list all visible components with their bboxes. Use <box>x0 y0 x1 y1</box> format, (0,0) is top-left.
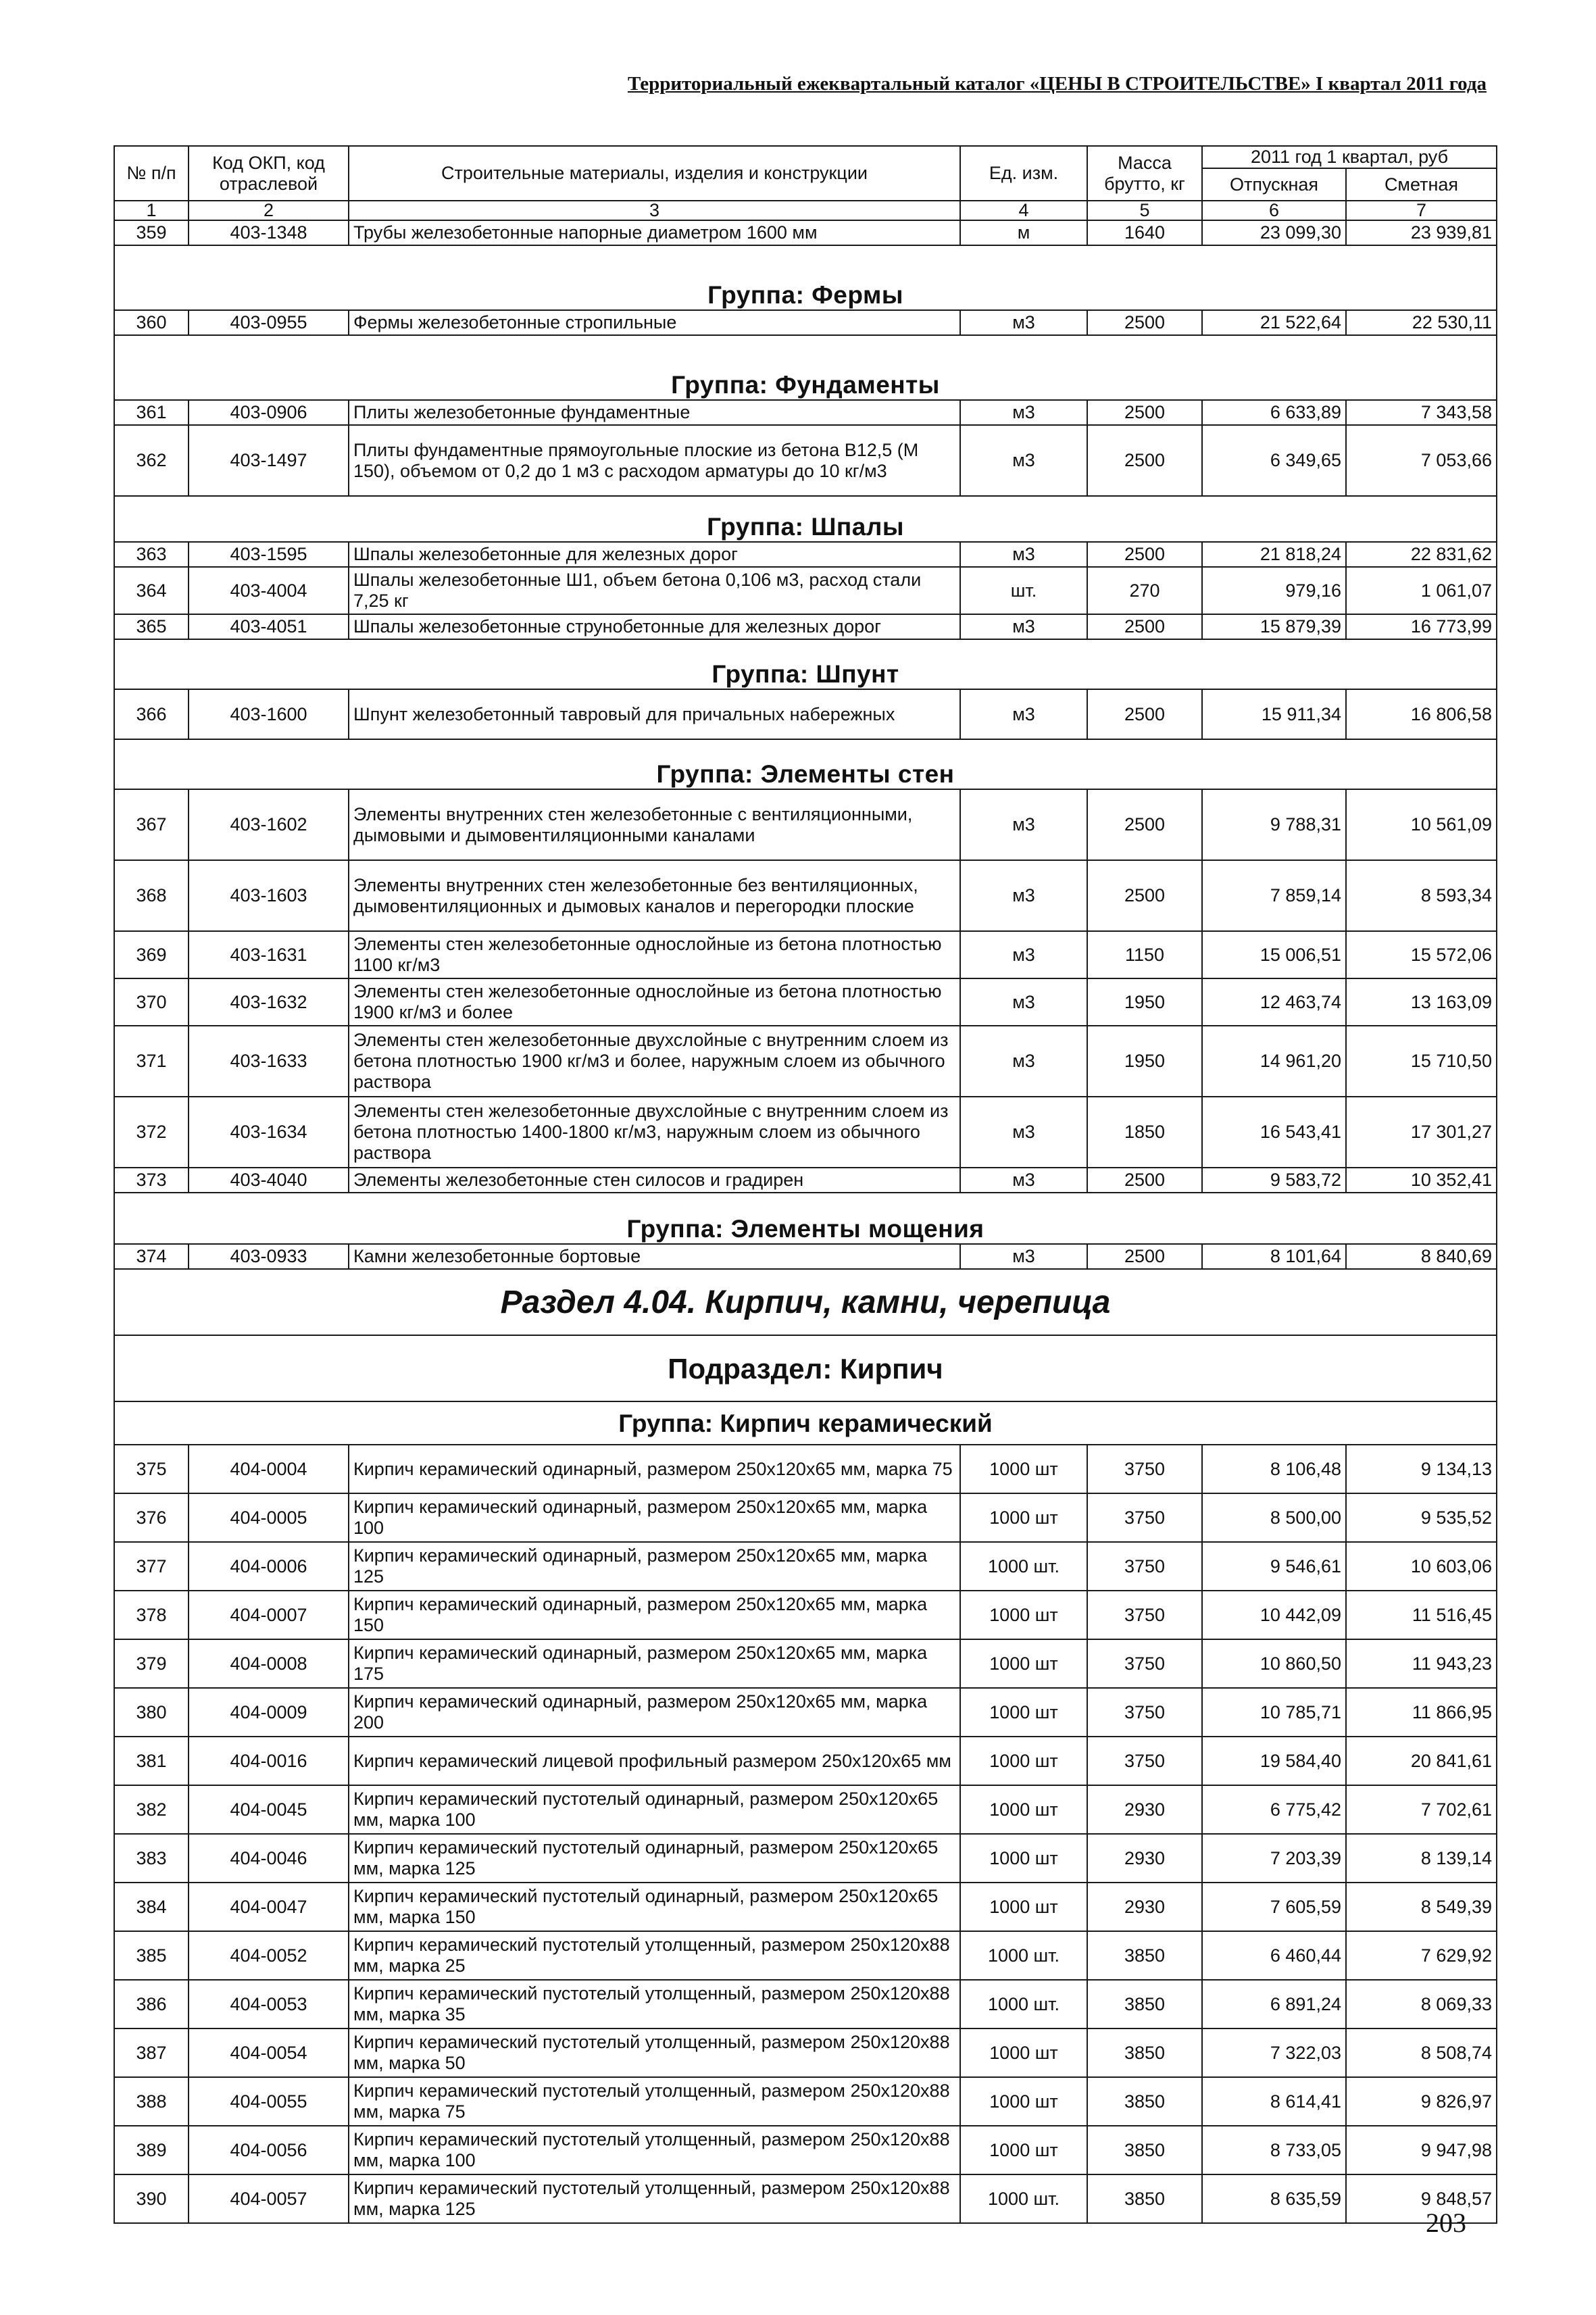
item-price-release: 7 605,59 <box>1202 1883 1346 1931</box>
item-number: 382 <box>114 1785 189 1834</box>
item-number: 367 <box>114 789 189 860</box>
item-code: 403-0955 <box>189 310 349 335</box>
group-heading: Группа: Фундаменты <box>114 335 1497 400</box>
table-row <box>114 2174 1497 2223</box>
item-mass: 1950 <box>1087 1026 1202 1097</box>
page-header: Территориальный ежеквартальный каталог «ЦЕНЫ В СТРОИТЕЛЬСТВЕ» I квартал 2011 года <box>627 73 1487 95</box>
col-header-num: № п/п <box>114 146 189 201</box>
table-row <box>114 1168 1497 1193</box>
header-row <box>114 146 1497 168</box>
item-mass: 3850 <box>1087 2077 1202 2126</box>
table-row <box>114 931 1497 978</box>
item-mass: 3850 <box>1087 1980 1202 2028</box>
table-row <box>114 978 1497 1026</box>
item-price-estimate: 8 508,74 <box>1346 2028 1497 2077</box>
item-price-estimate: 15 710,50 <box>1346 1026 1497 1097</box>
item-code: 404-0009 <box>189 1688 349 1737</box>
item-code: 404-0007 <box>189 1591 349 1639</box>
item-unit: 1000 шт. <box>960 2174 1087 2223</box>
column-index: 6 <box>1202 201 1346 220</box>
item-code: 404-0045 <box>189 1785 349 1834</box>
item-name: Плиты фундаментные прямоугольные плоские из бетона В12,5 (М 150), объемом от 0,2 до 1 м3 с расходом арматуры до 10 кг/м3 <box>349 425 960 496</box>
item-price-estimate: 10 603,06 <box>1346 1542 1497 1591</box>
item-price-release: 15 006,51 <box>1202 931 1346 978</box>
col-header-name: Строительные материалы, изделия и конструкции <box>349 146 960 201</box>
item-name: Элементы стен железобетонные однослойные из бетона плотностью 1100 кг/м3 <box>349 931 960 978</box>
item-name: Кирпич керамический одинарный, размером 250х120х65 мм, марка 150 <box>349 1591 960 1639</box>
item-mass: 1850 <box>1087 1097 1202 1168</box>
item-price-release: 16 543,41 <box>1202 1097 1346 1168</box>
table-row <box>114 1688 1497 1737</box>
item-unit: м3 <box>960 860 1087 931</box>
item-name: Шпалы железобетонные струнобетонные для железных дорог <box>349 614 960 639</box>
item-number: 384 <box>114 1883 189 1931</box>
item-unit: м3 <box>960 1168 1087 1193</box>
item-unit: 1000 шт <box>960 1591 1087 1639</box>
table-row <box>114 1639 1497 1688</box>
item-code: 404-0046 <box>189 1834 349 1883</box>
item-price-estimate: 9 947,98 <box>1346 2126 1497 2174</box>
table-row <box>114 1097 1497 1168</box>
item-mass: 3750 <box>1087 1737 1202 1785</box>
item-price-release: 6 633,89 <box>1202 400 1346 425</box>
item-name: Элементы стен железобетонные двухслойные с внутренним слоем из бетона плотностью 1400-1800 кг/м3, наружным слоем из обычного раствора <box>349 1097 960 1168</box>
item-code: 403-1497 <box>189 425 349 496</box>
item-price-estimate: 7 053,66 <box>1346 425 1497 496</box>
item-mass: 3850 <box>1087 2126 1202 2174</box>
item-price-estimate: 9 826,97 <box>1346 2077 1497 2126</box>
item-unit: 1000 шт. <box>960 1931 1087 1980</box>
item-unit: 1000 шт <box>960 2077 1087 2126</box>
col-header-estimate: Сметная <box>1346 168 1497 201</box>
item-price-release: 6 775,42 <box>1202 1785 1346 1834</box>
item-price-release: 6 349,65 <box>1202 425 1346 496</box>
table-row <box>114 2077 1497 2126</box>
group-heading: Группа: Элементы стен <box>114 739 1497 789</box>
item-number: 377 <box>114 1542 189 1591</box>
item-price-estimate: 9 535,52 <box>1346 1493 1497 1542</box>
item-price-estimate: 23 939,81 <box>1346 220 1497 245</box>
item-price-release: 15 879,39 <box>1202 614 1346 639</box>
item-price-estimate: 15 572,06 <box>1346 931 1497 978</box>
item-mass: 3750 <box>1087 1688 1202 1737</box>
item-number: 366 <box>114 689 189 739</box>
item-name: Кирпич керамический одинарный, размером 250х120х65 мм, марка 200 <box>349 1688 960 1737</box>
item-price-release: 10 785,71 <box>1202 1688 1346 1737</box>
item-price-estimate: 8 549,39 <box>1346 1883 1497 1931</box>
item-price-estimate: 9 134,13 <box>1346 1445 1497 1493</box>
item-name: Кирпич керамический одинарный, размером 250х120х65 мм, марка 175 <box>349 1639 960 1688</box>
item-unit: м3 <box>960 1244 1087 1269</box>
table-row <box>114 1931 1497 1980</box>
item-number: 387 <box>114 2028 189 2077</box>
group-heading-row <box>114 739 1497 789</box>
groupb-heading-row <box>114 1401 1497 1445</box>
group-heading: Группа: Шпалы <box>114 496 1497 542</box>
group-heading-row <box>114 335 1497 400</box>
item-price-estimate: 8 840,69 <box>1346 1244 1497 1269</box>
table-row <box>114 2028 1497 2077</box>
item-price-estimate: 22 831,62 <box>1346 542 1497 567</box>
item-mass: 1950 <box>1087 978 1202 1026</box>
item-price-estimate: 7 343,58 <box>1346 400 1497 425</box>
item-mass: 1150 <box>1087 931 1202 978</box>
table-row <box>114 220 1497 245</box>
item-code: 403-1632 <box>189 978 349 1026</box>
item-code: 403-0906 <box>189 400 349 425</box>
item-name: Кирпич керамический пустотелый утолщенный, размером 250х120х88 мм, марка 35 <box>349 1980 960 2028</box>
item-name: Кирпич керамический одинарный, размером 250х120х65 мм, марка 100 <box>349 1493 960 1542</box>
item-number: 364 <box>114 567 189 614</box>
item-unit: м3 <box>960 789 1087 860</box>
item-unit: 1000 шт <box>960 1883 1087 1931</box>
item-price-estimate: 16 773,99 <box>1346 614 1497 639</box>
item-number: 359 <box>114 220 189 245</box>
item-price-release: 8 614,41 <box>1202 2077 1346 2126</box>
item-name: Кирпич керамический пустотелый одинарный, размером 250х120х65 мм, марка 125 <box>349 1834 960 1883</box>
item-price-release: 14 961,20 <box>1202 1026 1346 1097</box>
table-row <box>114 425 1497 496</box>
item-code: 403-0933 <box>189 1244 349 1269</box>
item-number: 389 <box>114 2126 189 2174</box>
item-unit: 1000 шт <box>960 1639 1087 1688</box>
item-unit: м <box>960 220 1087 245</box>
table-row <box>114 1737 1497 1785</box>
item-mass: 3750 <box>1087 1493 1202 1542</box>
item-number: 385 <box>114 1931 189 1980</box>
item-name: Элементы железобетонные стен силосов и градирен <box>349 1168 960 1193</box>
item-mass: 3750 <box>1087 1591 1202 1639</box>
item-unit: м3 <box>960 542 1087 567</box>
item-mass: 3750 <box>1087 1445 1202 1493</box>
item-price-estimate: 8 593,34 <box>1346 860 1497 931</box>
item-name: Элементы стен железобетонные двухслойные с внутренним слоем из бетона плотностью 1900 кг/м3 и более, наружным слоем из обычного раствора <box>349 1026 960 1097</box>
item-price-release: 19 584,40 <box>1202 1737 1346 1785</box>
subsection-heading: Подраздел: Кирпич <box>114 1335 1497 1401</box>
item-price-release: 7 859,14 <box>1202 860 1346 931</box>
item-price-release: 10 442,09 <box>1202 1591 1346 1639</box>
item-number: 360 <box>114 310 189 335</box>
table-row <box>114 1834 1497 1883</box>
item-number: 370 <box>114 978 189 1026</box>
item-price-release: 979,16 <box>1202 567 1346 614</box>
table-body <box>114 220 1497 2223</box>
item-name: Кирпич керамический одинарный, размером 250х120х65 мм, марка 75 <box>349 1445 960 1493</box>
item-price-estimate: 11 516,45 <box>1346 1591 1497 1639</box>
item-mass: 270 <box>1087 567 1202 614</box>
group-heading-row <box>114 639 1497 689</box>
item-number: 362 <box>114 425 189 496</box>
item-number: 376 <box>114 1493 189 1542</box>
item-code: 403-4040 <box>189 1168 349 1193</box>
item-number: 375 <box>114 1445 189 1493</box>
item-name: Кирпич керамический пустотелый утолщенный, размером 250х120х88 мм, марка 125 <box>349 2174 960 2223</box>
item-code: 404-0053 <box>189 1980 349 2028</box>
item-unit: м3 <box>960 978 1087 1026</box>
item-price-release: 8 101,64 <box>1202 1244 1346 1269</box>
item-mass: 2500 <box>1087 425 1202 496</box>
group-heading-row <box>114 496 1497 542</box>
item-price-release: 9 788,31 <box>1202 789 1346 860</box>
item-unit: м3 <box>960 1026 1087 1097</box>
item-code: 403-1634 <box>189 1097 349 1168</box>
table-row <box>114 1591 1497 1639</box>
item-unit: м3 <box>960 689 1087 739</box>
item-mass: 3850 <box>1087 2174 1202 2223</box>
table-row <box>114 542 1497 567</box>
item-code: 403-1631 <box>189 931 349 978</box>
section-heading-row <box>114 1269 1497 1335</box>
item-number: 361 <box>114 400 189 425</box>
item-code: 404-0008 <box>189 1639 349 1688</box>
item-code: 404-0016 <box>189 1737 349 1785</box>
item-price-release: 10 860,50 <box>1202 1639 1346 1688</box>
item-price-estimate: 22 530,11 <box>1346 310 1497 335</box>
table-row <box>114 1244 1497 1269</box>
item-price-estimate: 9 848,57 <box>1346 2174 1497 2223</box>
table-row <box>114 310 1497 335</box>
item-price-release: 15 911,34 <box>1202 689 1346 739</box>
item-number: 372 <box>114 1097 189 1168</box>
item-mass: 2500 <box>1087 1244 1202 1269</box>
item-unit: м3 <box>960 614 1087 639</box>
item-price-estimate: 7 629,92 <box>1346 1931 1497 1980</box>
item-unit: 1000 шт <box>960 1493 1087 1542</box>
item-code: 403-1348 <box>189 220 349 245</box>
table-row <box>114 614 1497 639</box>
group-heading: Группа: Шпунт <box>114 639 1497 689</box>
column-index: 2 <box>189 201 349 220</box>
item-price-estimate: 11 866,95 <box>1346 1688 1497 1737</box>
item-price-estimate: 10 352,41 <box>1346 1168 1497 1193</box>
item-price-release: 8 733,05 <box>1202 2126 1346 2174</box>
item-number: 380 <box>114 1688 189 1737</box>
item-number: 390 <box>114 2174 189 2223</box>
col-header-mass: Масса брутто, кг <box>1087 146 1202 201</box>
table-row <box>114 860 1497 931</box>
table-row <box>114 1493 1497 1542</box>
table-row <box>114 1980 1497 2028</box>
item-number: 379 <box>114 1639 189 1688</box>
item-price-release: 21 522,64 <box>1202 310 1346 335</box>
item-code: 403-1602 <box>189 789 349 860</box>
item-number: 373 <box>114 1168 189 1193</box>
item-mass: 2500 <box>1087 614 1202 639</box>
col-header-code: Код ОКП, код отраслевой <box>189 146 349 201</box>
table-row <box>114 789 1497 860</box>
item-name: Шпалы железобетонные для железных дорог <box>349 542 960 567</box>
item-name: Кирпич керамический пустотелый утолщенный, размером 250х120х88 мм, марка 50 <box>349 2028 960 2077</box>
table-row <box>114 1785 1497 1834</box>
item-unit: 1000 шт <box>960 1445 1087 1493</box>
column-index: 3 <box>349 201 960 220</box>
group-heading: Группа: Фермы <box>114 245 1497 310</box>
section-heading: Раздел 4.04. Кирпич, камни, черепица <box>114 1269 1497 1335</box>
item-name: Кирпич керамический одинарный, размером 250х120х65 мм, марка 125 <box>349 1542 960 1591</box>
table-row <box>114 1026 1497 1097</box>
item-unit: м3 <box>960 400 1087 425</box>
column-index: 1 <box>114 201 189 220</box>
item-price-estimate: 13 163,09 <box>1346 978 1497 1026</box>
table-row <box>114 2126 1497 2174</box>
item-name: Камни железобетонные бортовые <box>349 1244 960 1269</box>
table-row <box>114 1883 1497 1931</box>
subsection-heading-row <box>114 1335 1497 1401</box>
item-unit: м3 <box>960 1097 1087 1168</box>
item-price-estimate: 8 139,14 <box>1346 1834 1497 1883</box>
item-name: Кирпич керамический пустотелый одинарный, размером 250х120х65 мм, марка 150 <box>349 1883 960 1931</box>
item-number: 369 <box>114 931 189 978</box>
item-price-release: 9 546,61 <box>1202 1542 1346 1591</box>
item-price-release: 21 818,24 <box>1202 542 1346 567</box>
item-code: 404-0057 <box>189 2174 349 2223</box>
item-unit: м3 <box>960 310 1087 335</box>
item-price-estimate: 7 702,61 <box>1346 1785 1497 1834</box>
item-name: Кирпич керамический пустотелый утолщенный, размером 250х120х88 мм, марка 75 <box>349 2077 960 2126</box>
group-heading-row <box>114 1193 1497 1244</box>
item-name: Кирпич керамический пустотелый одинарный, размером 250х120х65 мм, марка 100 <box>349 1785 960 1834</box>
item-code: 404-0005 <box>189 1493 349 1542</box>
item-name: Трубы железобетонные напорные диаметром 1600 мм <box>349 220 960 245</box>
groupb-heading: Группа: Кирпич керамический <box>114 1401 1497 1445</box>
item-mass: 3750 <box>1087 1542 1202 1591</box>
column-index: 4 <box>960 201 1087 220</box>
item-code: 404-0055 <box>189 2077 349 2126</box>
item-name: Фермы железобетонные стропильные <box>349 310 960 335</box>
item-name: Элементы внутренних стен железобетонные без вентиляционных, дымовентиляционных и дымовых каналов и перегородки плоские <box>349 860 960 931</box>
item-mass: 2500 <box>1087 789 1202 860</box>
col-header-unit: Ед. изм. <box>960 146 1087 201</box>
item-mass: 2500 <box>1087 310 1202 335</box>
item-price-estimate: 8 069,33 <box>1346 1980 1497 2028</box>
col-header-period: 2011 год 1 квартал, руб <box>1202 146 1497 168</box>
item-mass: 2930 <box>1087 1785 1202 1834</box>
item-price-release: 12 463,74 <box>1202 978 1346 1026</box>
item-price-release: 8 635,59 <box>1202 2174 1346 2223</box>
item-unit: м3 <box>960 425 1087 496</box>
item-price-release: 6 891,24 <box>1202 1980 1346 2028</box>
group-heading: Группа: Элементы мощения <box>114 1193 1497 1244</box>
item-name: Кирпич керамический лицевой профильный размером 250х120х65 мм <box>349 1737 960 1785</box>
item-unit: 1000 шт <box>960 1834 1087 1883</box>
table-row <box>114 689 1497 739</box>
item-price-estimate: 11 943,23 <box>1346 1639 1497 1688</box>
column-index-row <box>114 201 1497 220</box>
item-code: 404-0047 <box>189 1883 349 1931</box>
item-unit: 1000 шт <box>960 1737 1087 1785</box>
item-code: 404-0056 <box>189 2126 349 2174</box>
col-header-release: Отпускная <box>1202 168 1346 201</box>
table-row <box>114 1542 1497 1591</box>
item-unit: шт. <box>960 567 1087 614</box>
item-mass: 1640 <box>1087 220 1202 245</box>
item-price-release: 8 106,48 <box>1202 1445 1346 1493</box>
item-price-release: 6 460,44 <box>1202 1931 1346 1980</box>
item-name: Кирпич керамический пустотелый утолщенный, размером 250х120х88 мм, марка 100 <box>349 2126 960 2174</box>
table-row <box>114 567 1497 614</box>
item-name: Кирпич керамический пустотелый утолщенный, размером 250х120х88 мм, марка 25 <box>349 1931 960 1980</box>
item-unit: 1000 шт. <box>960 1542 1087 1591</box>
item-code: 403-1595 <box>189 542 349 567</box>
item-code: 403-4051 <box>189 614 349 639</box>
table-row <box>114 1445 1497 1493</box>
item-unit: 1000 шт <box>960 2028 1087 2077</box>
item-name: Плиты железобетонные фундаментные <box>349 400 960 425</box>
item-unit: 1000 шт <box>960 1688 1087 1737</box>
item-name: Шпунт железобетонный тавровый для причальных набережных <box>349 689 960 739</box>
item-name: Шпалы железобетонные Ш1, объем бетона 0,106 м3, расход стали 7,25 кг <box>349 567 960 614</box>
item-number: 365 <box>114 614 189 639</box>
item-price-estimate: 17 301,27 <box>1346 1097 1497 1168</box>
item-mass: 2930 <box>1087 1883 1202 1931</box>
item-price-estimate: 10 561,09 <box>1346 789 1497 860</box>
item-price-release: 7 203,39 <box>1202 1834 1346 1883</box>
item-price-estimate: 16 806,58 <box>1346 689 1497 739</box>
item-code: 404-0054 <box>189 2028 349 2077</box>
item-price-release: 23 099,30 <box>1202 220 1346 245</box>
item-number: 388 <box>114 2077 189 2126</box>
item-unit: м3 <box>960 931 1087 978</box>
item-code: 403-4004 <box>189 567 349 614</box>
item-price-release: 7 322,03 <box>1202 2028 1346 2077</box>
item-code: 404-0004 <box>189 1445 349 1493</box>
item-mass: 2500 <box>1087 542 1202 567</box>
item-price-estimate: 20 841,61 <box>1346 1737 1497 1785</box>
item-unit: 1000 шт <box>960 2126 1087 2174</box>
item-number: 374 <box>114 1244 189 1269</box>
item-code: 403-1633 <box>189 1026 349 1097</box>
item-unit: 1000 шт <box>960 1785 1087 1834</box>
item-mass: 2500 <box>1087 689 1202 739</box>
item-price-release: 8 500,00 <box>1202 1493 1346 1542</box>
item-number: 363 <box>114 542 189 567</box>
item-number: 381 <box>114 1737 189 1785</box>
item-unit: 1000 шт. <box>960 1980 1087 2028</box>
item-mass: 3750 <box>1087 1639 1202 1688</box>
item-code: 403-1600 <box>189 689 349 739</box>
item-code: 403-1603 <box>189 860 349 931</box>
item-mass: 2930 <box>1087 1834 1202 1883</box>
group-heading-row <box>114 245 1497 310</box>
item-code: 404-0052 <box>189 1931 349 1980</box>
item-number: 368 <box>114 860 189 931</box>
table-row <box>114 400 1497 425</box>
item-mass: 2500 <box>1087 1168 1202 1193</box>
page-number: 203 <box>1426 2208 1466 2238</box>
item-number: 383 <box>114 1834 189 1883</box>
item-mass: 3850 <box>1087 2028 1202 2077</box>
item-number: 371 <box>114 1026 189 1097</box>
item-number: 378 <box>114 1591 189 1639</box>
item-price-release: 9 583,72 <box>1202 1168 1346 1193</box>
column-index: 5 <box>1087 201 1202 220</box>
item-price-estimate: 1 061,07 <box>1346 567 1497 614</box>
item-mass: 2500 <box>1087 860 1202 931</box>
price-catalog-table <box>114 145 1497 2224</box>
item-name: Элементы внутренних стен железобетонные с вентиляционными, дымовыми и дымовентиляционными каналами <box>349 789 960 860</box>
item-number: 386 <box>114 1980 189 2028</box>
item-mass: 2500 <box>1087 400 1202 425</box>
item-name: Элементы стен железобетонные однослойные из бетона плотностью 1900 кг/м3 и более <box>349 978 960 1026</box>
item-mass: 3850 <box>1087 1931 1202 1980</box>
column-index: 7 <box>1346 201 1497 220</box>
item-code: 404-0006 <box>189 1542 349 1591</box>
